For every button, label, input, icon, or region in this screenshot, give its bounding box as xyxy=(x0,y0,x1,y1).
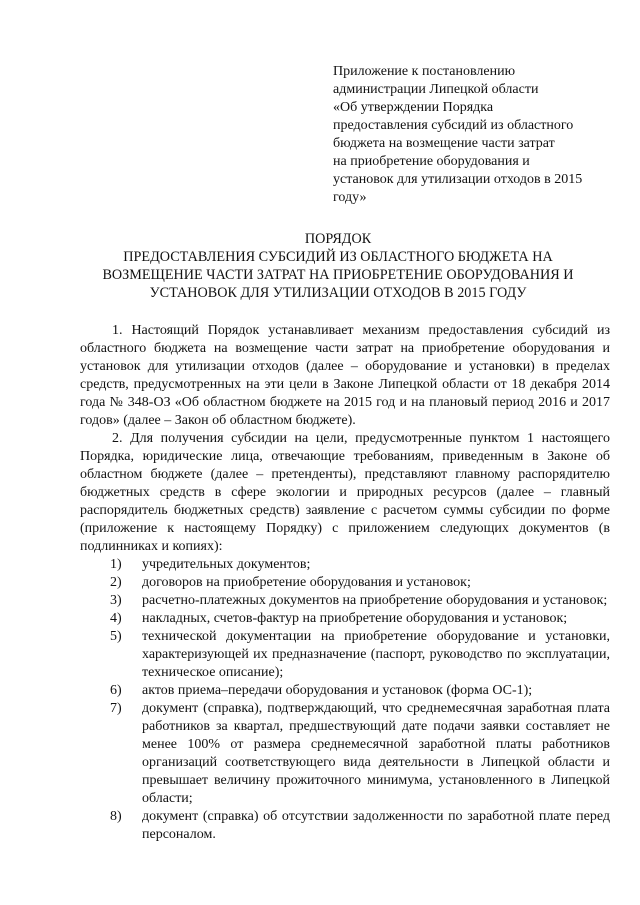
list-item-number: 1) xyxy=(110,557,122,572)
appendix-line: Приложение к постановлению xyxy=(333,64,516,79)
appendix-note xyxy=(333,63,613,207)
appendix-line: установок для утилизации отходов в 2015 xyxy=(333,172,583,187)
list-item xyxy=(110,808,610,844)
list-item-number: 2) xyxy=(110,575,122,590)
list-item xyxy=(110,592,610,610)
list-item-number: 6) xyxy=(110,683,122,698)
list-item xyxy=(110,682,610,700)
list-item-number: 5) xyxy=(110,629,122,644)
list-item-text: накладных, счетов-фактур на приобретение оборудования и установок; xyxy=(142,611,568,626)
list-item-number: 4) xyxy=(110,611,122,626)
list-item-text: учредительных документов; xyxy=(142,557,311,572)
list-item-text: технической документации на приобретение оборудование и установки, характеризующей их предназначение (паспорт, руководство по эксплуатации, техническое описание); xyxy=(142,629,610,680)
appendix-line: на приобретение оборудования и xyxy=(333,154,530,169)
appendix-line: администрации Липецкой области xyxy=(333,82,539,97)
paragraph-1: 1. Настоящий Порядок устанавливает механизм предоставления субсидий из областного бюджета на возмещение части затрат на приобретение оборудования и установок для утилизации отходов (далее – оборудование и установки) в пределах средств, предусмотренных на эти цели в Законе Липецкой области от 18 декабря 2014 года № 348-ОЗ «Об областном бюджете на 2015 год и на плановый период 2016 и 2017 годов» (далее – Закон об областном бюджете). xyxy=(80,323,610,428)
document-title xyxy=(70,230,606,302)
list-item xyxy=(110,628,610,682)
title-line: ПРЕДОСТАВЛЕНИЯ СУБСИДИЙ ИЗ ОБЛАСТНОГО БЮДЖЕТА НА xyxy=(123,249,553,265)
list-item-text: договоров на приобретение оборудования и установок; xyxy=(142,575,471,590)
list-item-text: актов приема–передачи оборудования и установок (форма ОС-1); xyxy=(142,683,533,698)
list-item-text: документ (справка), подтверждающий, что среднемесячная заработная плата работников за квартал, предшествующий дате подачи заявки составляет не менее 100% от размера среднемесячной заработной платы работников организаций соответствующего вида деятельности в Липецкой области и превышает величину прожиточного минимума, установленного в Липецкой области; xyxy=(142,701,610,806)
title-line: ВОЗМЕЩЕНИЕ ЧАСТИ ЗАТРАТ НА ПРИОБРЕТЕНИЕ ОБОРУДОВАНИЯ И xyxy=(102,267,574,283)
documents-list xyxy=(80,556,610,844)
title-line: ПОРЯДОК xyxy=(304,231,372,247)
title-line: УСТАНОВОК ДЛЯ УТИЛИЗАЦИИ ОТХОДОВ В 2015 ГОДУ xyxy=(149,285,527,301)
appendix-line: бюджета на возмещение части затрат xyxy=(333,136,555,151)
list-item-number: 7) xyxy=(110,701,122,716)
appendix-line: году» xyxy=(333,190,367,205)
paragraph-2: 2. Для получения субсидии на цели, предусмотренные пунктом 1 настоящего Порядка, юридические лица, отвечающие требованиям, приведенным в Законе об областном бюджете (далее – претенденты), представляют главному распорядителю бюджетных средств в сфере экологии и природных ресурсов (далее – главный распорядитель бюджетных средств) заявление с расчетом суммы субсидии по форме (приложение к настоящему Порядку) с приложением следующих документов (в подлинниках и копиях): xyxy=(80,431,610,554)
appendix-line: «Об утверждении Порядка xyxy=(333,100,494,115)
list-item-text: расчетно-платежных документов на приобретение оборудования и установок; xyxy=(142,593,608,608)
appendix-line: предоставления субсидий из областного xyxy=(333,118,574,133)
list-item-text: документ (справка) об отсутствии задолженности по заработной плате перед персоналом. xyxy=(142,809,610,842)
list-item xyxy=(110,610,610,628)
document-body xyxy=(80,322,610,844)
list-item xyxy=(110,574,610,592)
list-item-number: 3) xyxy=(110,593,122,608)
list-item xyxy=(110,556,610,574)
list-item-number: 8) xyxy=(110,809,122,824)
list-item xyxy=(110,700,610,808)
